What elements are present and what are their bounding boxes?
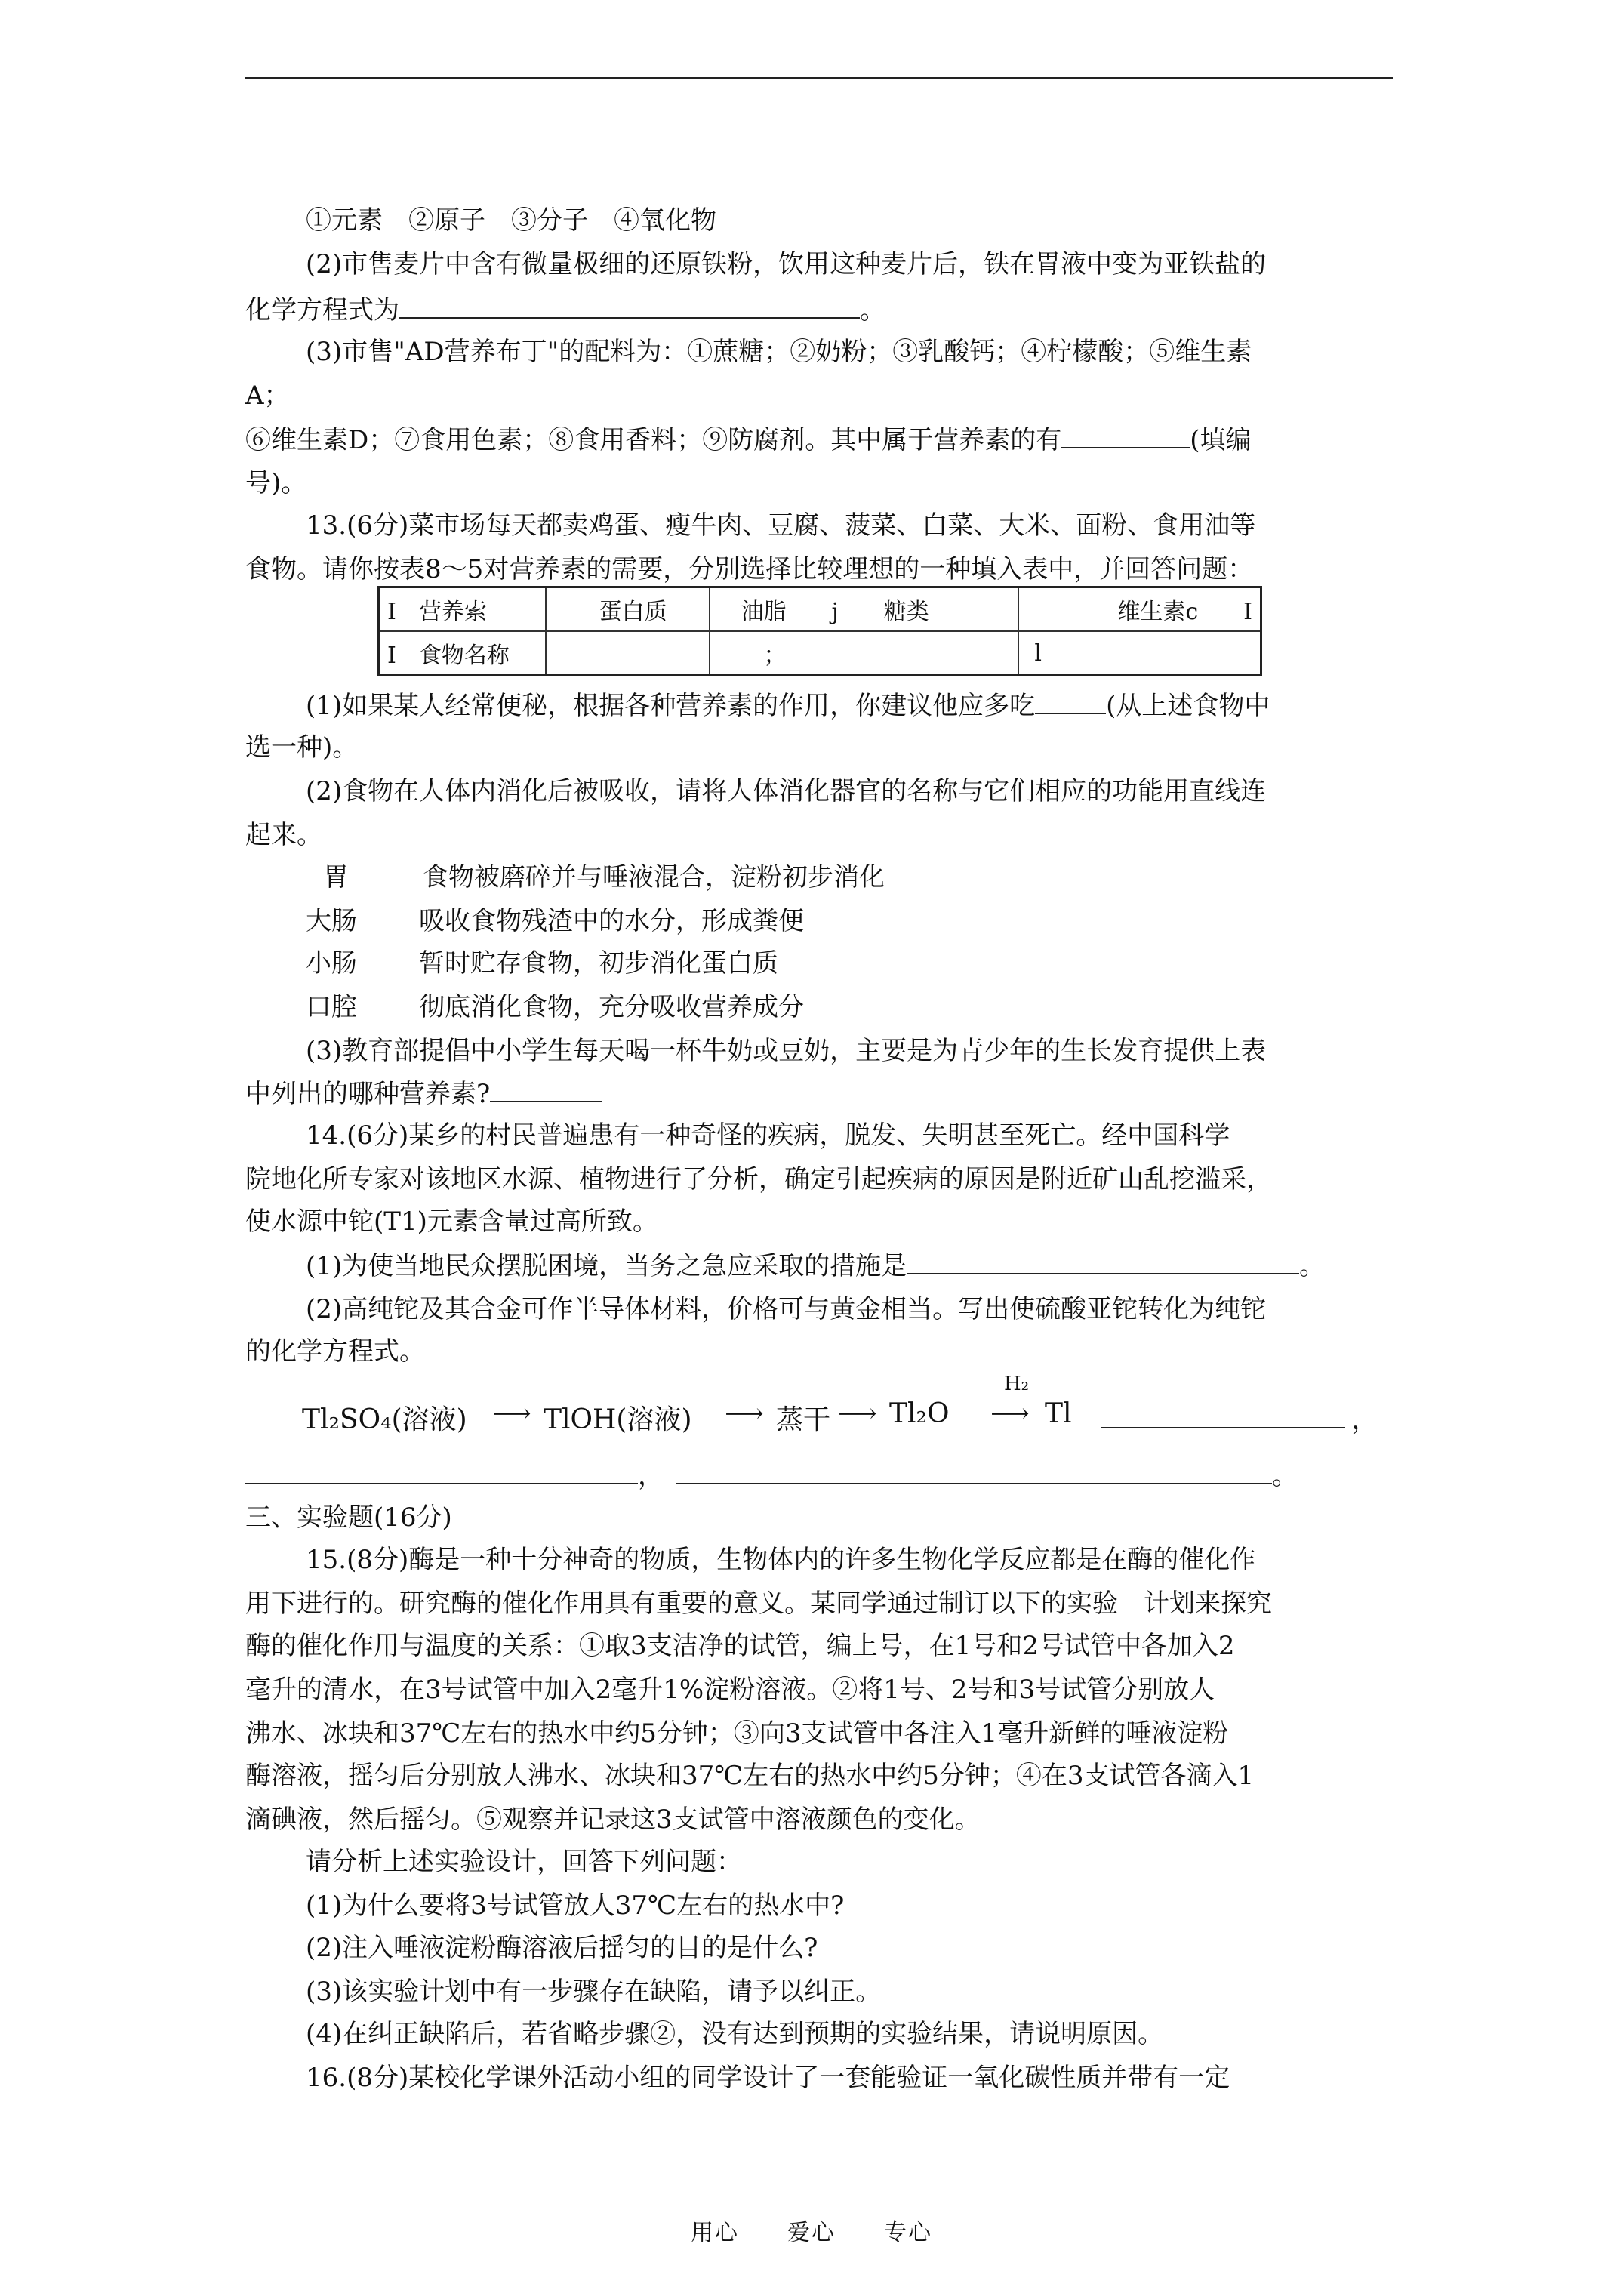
organ-function: 彻底消化食物，充分吸收营养成分	[419, 992, 804, 1022]
comma: ，	[1351, 1404, 1379, 1435]
question-12-2-cont: 化学方程式为 。	[245, 295, 885, 325]
table-row	[379, 587, 1261, 632]
reagent-h2: H₂	[1004, 1373, 1030, 1395]
question-14-cont2: 使水源中铊(T1)元素含量过高所致。	[245, 1207, 658, 1237]
table-cell: I 营养索	[379, 587, 546, 632]
table-cell: I 食物名称	[379, 631, 546, 676]
reaction-arrow: ⟶	[838, 1398, 877, 1429]
question-13-3: (3)教育部提倡中小学生每天喝一杯牛奶或豆奶，主要是为青少年的生长发育提供上表	[306, 1036, 1267, 1066]
options-line: ①元素 ②原子 ③分子 ④氧化物	[306, 205, 716, 236]
question-15-4: (4)在纠正缺陷后，若省略步骤②，没有达到预期的实验结果，请说明原因。	[306, 2019, 1164, 2049]
organ-label: 口腔	[306, 992, 357, 1022]
question-13-2-cont: 起来。	[245, 820, 322, 850]
organ-label: 小肠	[306, 948, 357, 978]
question-12-3-cont3: 号)。	[245, 468, 307, 498]
question-13-1-cont: 选一种)。	[245, 732, 359, 763]
question-14-cont: 院地化所专家对该地区水源、植物进行了分析，确定引起疾病的原因是附近矿山乱挖滥采，	[245, 1164, 1272, 1194]
formula-tloh: TlOH(溶液)	[544, 1404, 692, 1435]
question-14: 14.(6分)某乡的村民普遍患有一种奇怪的疾病，脱发、失明甚至死亡。经中国科学	[306, 1120, 1230, 1151]
table-cell[interactable]: l	[1018, 631, 1261, 676]
question-15-cont3: 毫升的清水，在3号试管中加入2毫升1%淀粉溶液。②将1号、2号和3号试管分别放人	[245, 1675, 1215, 1705]
question-15-prompt: 请分析上述实验设计，回答下列问题：	[306, 1847, 742, 1877]
answer-blank[interactable]	[676, 1460, 1272, 1484]
question-13-cont: 食物。请你按表8～5对营养素的需要，分别选择比较理想的一种填入表中，并回答问题：	[245, 554, 1254, 584]
organ-label: 大肠	[306, 906, 357, 936]
question-12-3: (3)市售"AD营养布丁"的配料为：①蔗糖；②奶粉；③乳酸钙；④柠檬酸；⑤维生素	[306, 337, 1252, 367]
question-15-cont4: 沸水、冰块和37℃左右的热水中约5分钟；③向3支试管中各注入1毫升新鲜的唾液淀粉	[245, 1718, 1229, 1749]
question-15-cont: 用下进行的。研究酶的催化作用具有重要的意义。某同学通过制订以下的实验 计划来探究	[245, 1589, 1272, 1619]
table-cell: 油脂 j 糖类	[710, 587, 1018, 632]
question-14-2-cont: 的化学方程式。	[245, 1336, 425, 1367]
answer-blank[interactable]	[907, 1250, 1299, 1274]
question-14-1: (1)为使当地民众摆脱困境，当务之急应采取的措施是 。	[306, 1251, 1326, 1281]
question-15-1: (1)为什么要将3号试管放人37℃左右的热水中?	[306, 1891, 845, 1921]
header-rule	[245, 77, 1393, 79]
answer-blank[interactable]	[490, 1078, 602, 1102]
question-15-cont5: 酶溶液，摇匀后分别放人沸水、冰块和37℃左右的热水中约5分钟；④在3支试管各滴入1	[245, 1761, 1255, 1791]
organ-function: 吸收食物残渣中的水分，形成粪便	[419, 906, 804, 936]
table-cell[interactable]: ；	[710, 631, 1018, 676]
reaction-scheme	[302, 1374, 1404, 1442]
page-footer: 用心 爱心 专心	[691, 2220, 932, 2246]
section-3-heading: 三、实验题(16分)	[245, 1502, 452, 1533]
organ-function: 食物被磨碎并与唾液混合，淀粉初步消化	[423, 862, 885, 892]
reaction-arrow: ⟶	[990, 1398, 1030, 1429]
table-row	[379, 631, 1261, 676]
formula-evaporate: 蒸干	[776, 1404, 831, 1435]
question-13-2: (2)食物在人体内消化后被吸收，请将人体消化器官的名称与它们相应的功能用直线连	[306, 776, 1267, 806]
table-cell: 蛋白质	[546, 587, 710, 632]
question-14-2: (2)高纯铊及其合金可作半导体材料，价格可与黄金相当。写出使硫酸亚铊转化为纯铊	[306, 1294, 1267, 1324]
question-15-3: (3)该实验计划中有一步骤存在缺陷，请予以纠正。	[306, 1977, 882, 2007]
question-12-3-cont: A；	[245, 381, 290, 411]
question-13-3-cont: 中列出的哪种营养素?	[245, 1078, 602, 1109]
table-cell[interactable]	[546, 631, 710, 676]
question-15-cont6: 滴碘液，然后摇匀。⑤观察并记录这3支试管中溶液颜色的变化。	[245, 1804, 981, 1835]
question-15-2: (2)注入唾液淀粉酶溶液后摇匀的目的是什么?	[306, 1933, 818, 1963]
question-14-2-answers: ， 。	[245, 1460, 1298, 1491]
organ-label: 胃	[323, 862, 349, 892]
question-12-2: (2)市售麦片中含有微量极细的还原铁粉，饮用这种麦片后，铁在胃液中变为亚铁盐的	[306, 249, 1267, 279]
reaction-arrow: ⟶	[492, 1398, 531, 1429]
answer-blank[interactable]	[399, 294, 860, 319]
answer-blank[interactable]	[1061, 424, 1190, 448]
question-12-3-cont2: ⑥维生素D；⑦食用色素；⑧食用香料；⑨防腐剂。其中属于营养素的有 (填编	[245, 425, 1252, 455]
organ-function: 暂时贮存食物，初步消化蛋白质	[419, 948, 778, 978]
formula-tl: Tl	[1045, 1398, 1072, 1429]
answer-blank[interactable]	[1035, 690, 1106, 714]
formula-tl2so4: Tl₂SO₄(溶液)	[302, 1404, 467, 1435]
nutrient-table	[377, 586, 1262, 676]
reaction-arrow: ⟶	[725, 1398, 764, 1429]
question-13: 13.(6分)菜市场每天都卖鸡蛋、瘦牛肉、豆腐、菠菜、白菜、大米、面粉、食用油等	[306, 510, 1256, 541]
question-13-1: (1)如果某人经常便秘，根据各种营养素的作用，你建议他应多吃 (从上述食物中	[306, 691, 1270, 721]
question-16: 16.(8分)某校化学课外活动小组的同学设计了一套能验证一氧化碳性质并带有一定	[306, 2063, 1230, 2093]
formula-tl2o: Tl₂O	[889, 1398, 950, 1429]
answer-blank[interactable]	[245, 1460, 638, 1484]
question-15-cont2: 酶的催化作用与温度的关系：①取3支洁净的试管，编上号，在1号和2号试管中各加入2	[245, 1631, 1235, 1661]
answer-blank[interactable]	[1101, 1404, 1345, 1428]
question-15: 15.(8分)酶是一种十分神奇的物质，生物体内的许多生物化学反应都是在酶的催化作	[306, 1545, 1256, 1575]
table-cell: 维生素c I	[1018, 587, 1261, 632]
